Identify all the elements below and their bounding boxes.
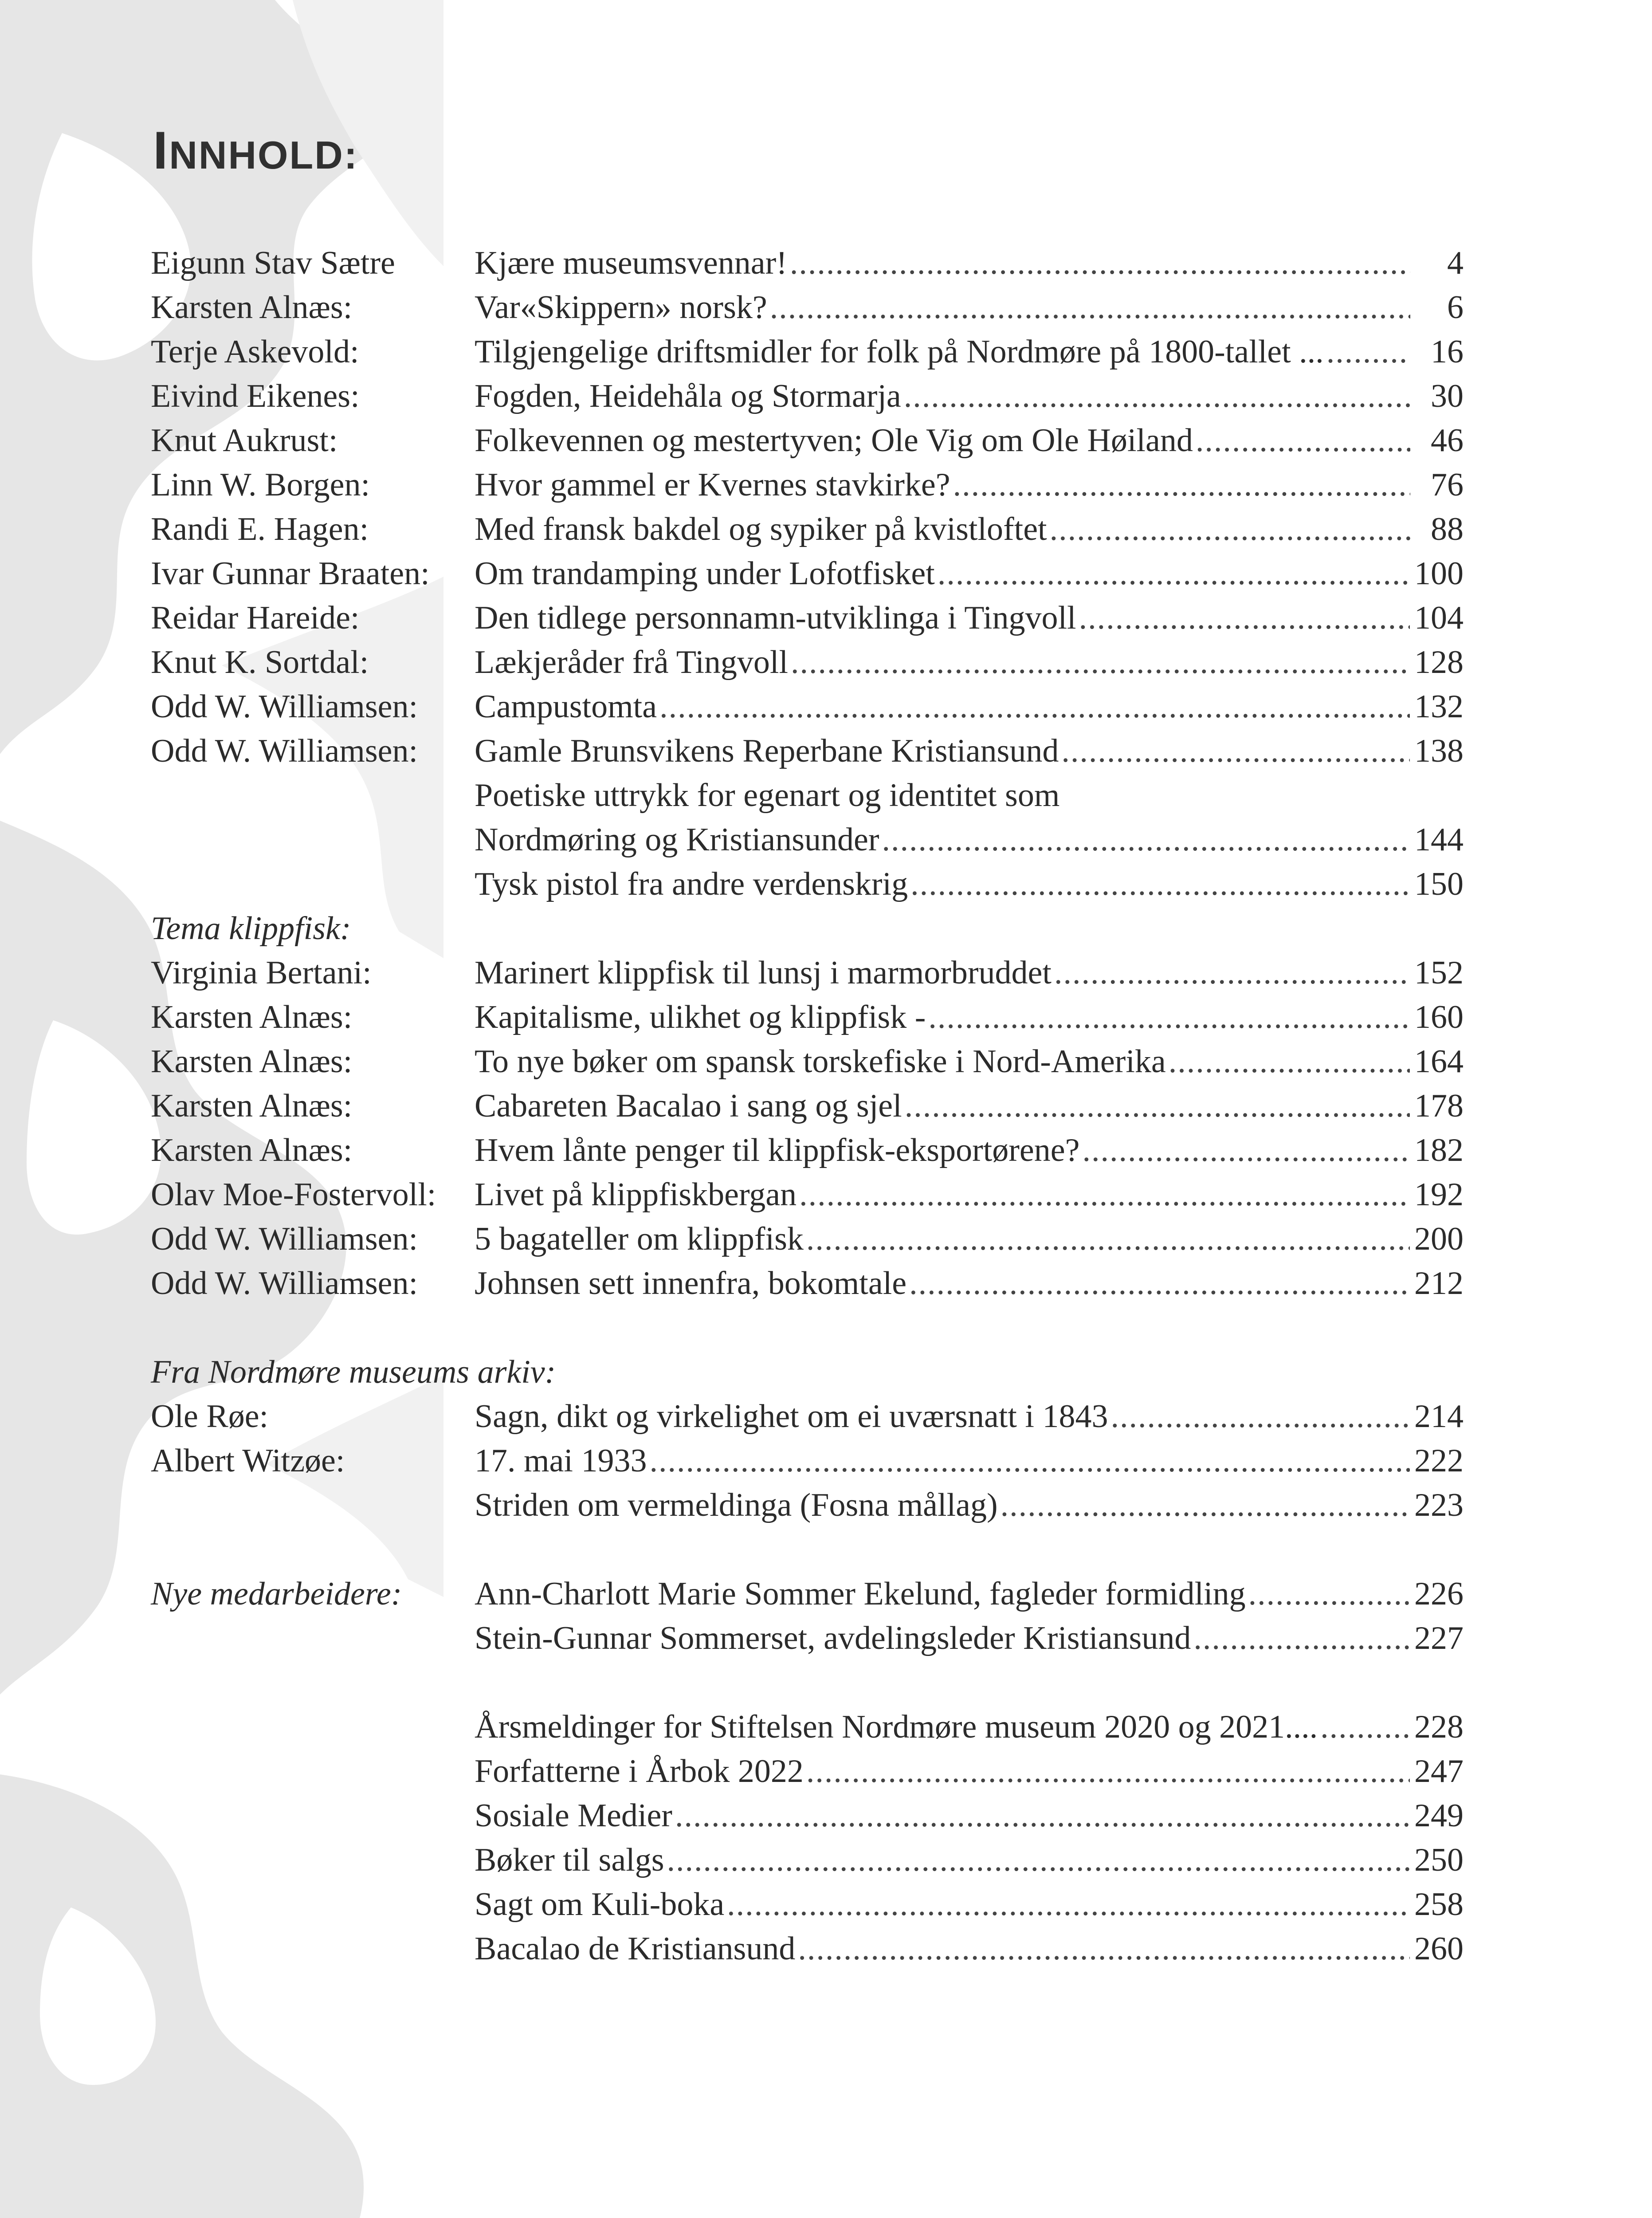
toc-row [0, 241, 1652, 285]
toc-entry [475, 1084, 1464, 1128]
toc-entry [475, 463, 1464, 507]
dot-leader [1193, 1616, 1410, 1660]
toc-entry [475, 418, 1464, 463]
toc-entry [475, 1616, 1464, 1660]
toc-row [0, 729, 1652, 773]
toc-page-number: 249 [1414, 1797, 1464, 1834]
toc-row [0, 818, 1652, 862]
toc-row [0, 1749, 1652, 1793]
dot-leader [910, 862, 1410, 906]
toc-author: Knut Aukrust: [151, 422, 338, 459]
toc-page-number: 76 [1431, 467, 1464, 503]
dot-leader [1079, 596, 1410, 640]
dot-leader [791, 640, 1410, 684]
toc-row [0, 1128, 1652, 1172]
toc-page-number: 226 [1414, 1576, 1464, 1612]
toc-author: Odd W. Williamsen: [151, 1265, 418, 1302]
toc-entry [475, 1394, 1464, 1439]
toc-row [0, 1572, 1652, 1616]
toc-page-number: 16 [1431, 334, 1464, 370]
dot-leader [1196, 418, 1410, 463]
toc-title: Nordmøring og Kristiansunder [475, 822, 879, 858]
toc-title: Kapitalisme, ulikhet og klippfisk - [475, 999, 926, 1035]
toc-author: Linn W. Borgen: [151, 467, 370, 503]
toc-row [0, 285, 1652, 330]
toc-title: Marinert klippfisk til lunsj i marmorbruddet [475, 955, 1052, 991]
dot-leader [1320, 1705, 1410, 1749]
toc-entry [475, 1483, 1464, 1527]
toc-page-number: 250 [1414, 1842, 1464, 1878]
toc-title: Tilgjengelige driftsmidler for folk på Nordmøre på 1800-tallet ... [475, 334, 1324, 370]
toc-entry [475, 1838, 1464, 1882]
toc-page-number: 160 [1414, 999, 1464, 1035]
toc-page-number: 100 [1414, 555, 1464, 592]
toc-row [0, 1838, 1652, 1882]
section-heading: Nye medarbeidere: [151, 1576, 402, 1612]
toc-author: Eivind Eikenes: [151, 378, 360, 414]
toc-author: Eigunn Stav Sætre [151, 245, 395, 281]
toc-author: Odd W. Williamsen: [151, 733, 418, 769]
toc-title: To nye bøker om spansk torskefiske i Nord-Amerika [475, 1043, 1166, 1080]
title-rest: NNHOLD: [169, 133, 359, 177]
dot-leader [1054, 951, 1410, 995]
title-initial: I [153, 121, 169, 180]
toc-row [0, 1039, 1652, 1084]
toc-page-number: 200 [1414, 1221, 1464, 1257]
dot-leader [1001, 1483, 1410, 1527]
toc-title: Den tidlege personnamn-utviklinga i Tingvoll [475, 600, 1076, 636]
toc-row [0, 862, 1652, 906]
dot-leader [798, 1927, 1410, 1971]
toc-title: Gamle Brunsvikens Reperbane Kristiansund [475, 733, 1059, 769]
toc-author: Olav Moe-Fostervoll: [151, 1176, 436, 1213]
page-title [153, 120, 358, 181]
dot-leader [909, 1261, 1410, 1306]
toc-entry [475, 1217, 1464, 1261]
toc-entry [475, 862, 1464, 906]
toc-page-number: 228 [1414, 1709, 1464, 1745]
toc-entry [475, 1039, 1464, 1084]
toc-row [0, 551, 1652, 596]
toc-row [0, 1793, 1652, 1838]
toc-title: Hvem lånte penger til klippfisk-eksportørene? [475, 1132, 1080, 1168]
toc-entry [475, 330, 1464, 374]
toc-entry [475, 507, 1464, 551]
dot-leader [806, 1749, 1410, 1793]
toc-author: Ole Røe: [151, 1398, 269, 1435]
toc-entry [475, 684, 1464, 729]
toc-entry [475, 241, 1464, 285]
toc-title: Om trandamping under Lofotfisket [475, 555, 935, 592]
toc-row [0, 1705, 1652, 1749]
dot-leader [1326, 330, 1410, 374]
toc-title: Striden om vermeldinga (Fosna mållag) [475, 1487, 998, 1523]
toc-title: 5 bagateller om klippfisk [475, 1221, 804, 1257]
toc-entry [475, 1572, 1464, 1616]
dot-leader [806, 1217, 1410, 1261]
toc-title: Ann-Charlott Marie Sommer Ekelund, fagleder formidling [475, 1576, 1246, 1612]
toc-row [0, 1927, 1652, 1971]
toc-author: Randi E. Hagen: [151, 511, 369, 547]
dot-leader [1082, 1128, 1410, 1172]
toc-title: Fogden, Heidehåla og Stormarja [475, 378, 901, 414]
dot-leader [727, 1882, 1410, 1927]
toc-row [0, 1350, 1652, 1394]
toc-page-number: 164 [1414, 1043, 1464, 1080]
toc-title: Tysk pistol fra andre verdenskrig [475, 866, 908, 902]
toc-entry [475, 640, 1464, 684]
toc-row [0, 330, 1652, 374]
toc-title: Livet på klippfiskbergan [475, 1176, 797, 1213]
toc-title: Folkevennen og mestertyven; Ole Vig om Ole Høiland [475, 422, 1193, 459]
toc-row [0, 995, 1652, 1039]
toc-page-number: 30 [1431, 378, 1464, 414]
toc-title: Sagn, dikt og virkelighet om ei uværsnatt i 1843 [475, 1398, 1108, 1435]
toc-entry [475, 1882, 1464, 1927]
toc-row [0, 1394, 1652, 1439]
toc-author: Ivar Gunnar Braaten: [151, 555, 430, 592]
toc-page-number: 4 [1447, 245, 1464, 281]
toc-page-number: 128 [1414, 644, 1464, 680]
dot-leader [799, 1172, 1410, 1217]
dot-leader [1110, 1394, 1410, 1439]
toc-title: Hvor gammel er Kvernes stavkirke? [475, 467, 950, 503]
toc-author: Karsten Alnæs: [151, 1043, 353, 1080]
dot-leader [928, 995, 1410, 1039]
section-heading: Tema klippfisk: [151, 910, 351, 947]
toc-page-number: 222 [1414, 1443, 1464, 1479]
toc-title: 17. mai 1933 [475, 1443, 647, 1479]
dot-leader [1169, 1039, 1410, 1084]
dot-leader [1050, 507, 1410, 551]
toc-entry [475, 374, 1464, 418]
toc-entry [475, 1128, 1464, 1172]
toc-entry [475, 551, 1464, 596]
toc-row [0, 1616, 1652, 1660]
toc-author: Odd W. Williamsen: [151, 688, 418, 725]
toc-author: Terje Askevold: [151, 334, 359, 370]
toc-page-number: 138 [1414, 733, 1464, 769]
toc-row [0, 1261, 1652, 1306]
toc-page-number: 46 [1431, 422, 1464, 459]
toc-entry [475, 596, 1464, 640]
toc-author: Karsten Alnæs: [151, 289, 353, 326]
toc-title: Forfatterne i Årbok 2022 [475, 1753, 804, 1789]
toc-row [0, 418, 1652, 463]
toc-page-number: 144 [1414, 822, 1464, 858]
toc-author: Knut K. Sortdal: [151, 644, 369, 680]
toc-page-number: 104 [1414, 600, 1464, 636]
toc-row [0, 463, 1652, 507]
toc-row [0, 951, 1652, 995]
toc-author: Karsten Alnæs: [151, 1088, 353, 1124]
toc-row [0, 1217, 1652, 1261]
toc-title: Bacalao de Kristiansund [475, 1931, 796, 1967]
toc-entry [475, 1172, 1464, 1217]
toc-title: Cabareten Bacalao i sang og sjel [475, 1088, 902, 1124]
toc-page-number: 178 [1414, 1088, 1464, 1124]
toc-entry [475, 951, 1464, 995]
dot-leader [904, 374, 1410, 418]
toc-title: Stein-Gunnar Sommerset, avdelingsleder Kristiansund [475, 1620, 1191, 1656]
toc-entry [475, 1439, 1464, 1483]
toc-entry [475, 285, 1464, 330]
dot-leader [882, 818, 1410, 862]
dot-leader [659, 684, 1410, 729]
toc-row [0, 507, 1652, 551]
toc-title: Med fransk bakdel og sypiker på kvistloftet [475, 511, 1047, 547]
toc-row [0, 1483, 1652, 1527]
toc-author: Albert Witzøe: [151, 1443, 345, 1479]
toc-author: Karsten Alnæs: [151, 999, 353, 1035]
toc-title: Campustomta [475, 688, 657, 725]
toc-page-number: 132 [1414, 688, 1464, 725]
toc-page-number: 227 [1414, 1620, 1464, 1656]
toc-page-number: 260 [1414, 1931, 1464, 1967]
toc-title: Kjære museumsvennar! [475, 245, 787, 281]
toc-row [0, 640, 1652, 684]
toc-row [0, 906, 1652, 951]
dot-leader [649, 1439, 1410, 1483]
toc-row [0, 1084, 1652, 1128]
toc-row [0, 1439, 1652, 1483]
toc-page-number: 150 [1414, 866, 1464, 902]
dot-leader [675, 1793, 1410, 1838]
dot-leader [770, 285, 1410, 330]
toc-row [0, 773, 1652, 818]
dot-leader [938, 551, 1410, 596]
toc-author: Reidar Hareide: [151, 600, 360, 636]
toc-title-continuation: Poetiske uttrykk for egenart og identitet som [475, 777, 1060, 814]
toc-title: Sagt om Kuli-boka [475, 1886, 725, 1923]
toc-page-number: 214 [1414, 1398, 1464, 1435]
toc-row [0, 684, 1652, 729]
toc-title: Bøker til salgs [475, 1842, 664, 1878]
section-heading: Fra Nordmøre museums arkiv: [151, 1354, 556, 1390]
dot-leader [667, 1838, 1410, 1882]
toc-page-number: 258 [1414, 1886, 1464, 1923]
toc-title: Var«Skippern» norsk? [475, 289, 767, 326]
toc-entry [475, 1749, 1464, 1793]
toc-page-number: 6 [1447, 289, 1464, 326]
toc-author: Virginia Bertani: [151, 955, 372, 991]
toc-entry [475, 1261, 1464, 1306]
toc-title: Johnsen sett innenfra, bokomtale [475, 1265, 907, 1302]
toc-title: Årsmeldinger for Stiftelsen Nordmøre museum 2020 og 2021.... [475, 1709, 1318, 1745]
toc-entry [475, 818, 1464, 862]
dot-leader [1061, 729, 1410, 773]
toc-page-number: 152 [1414, 955, 1464, 991]
toc-page-number: 247 [1414, 1753, 1464, 1789]
toc-entry [475, 1927, 1464, 1971]
toc-page-number: 88 [1431, 511, 1464, 547]
toc-entry [475, 1705, 1464, 1749]
toc-row [0, 374, 1652, 418]
toc-row [0, 596, 1652, 640]
toc-row [0, 1882, 1652, 1927]
dot-leader [953, 463, 1410, 507]
toc-entry [475, 729, 1464, 773]
toc-title: Lækjeråder frå Tingvoll [475, 644, 789, 680]
toc-page-number: 212 [1414, 1265, 1464, 1302]
dot-leader [1248, 1572, 1410, 1616]
dot-leader [905, 1084, 1410, 1128]
toc-row [0, 1172, 1652, 1217]
toc-entry [475, 1793, 1464, 1838]
toc-author: Odd W. Williamsen: [151, 1221, 418, 1257]
toc-page-number: 223 [1414, 1487, 1464, 1523]
dot-leader [790, 241, 1410, 285]
toc-title: Sosiale Medier [475, 1797, 672, 1834]
toc-page-number: 182 [1414, 1132, 1464, 1168]
toc-page-number: 192 [1414, 1176, 1464, 1213]
toc-author: Karsten Alnæs: [151, 1132, 353, 1168]
toc-entry [475, 995, 1464, 1039]
